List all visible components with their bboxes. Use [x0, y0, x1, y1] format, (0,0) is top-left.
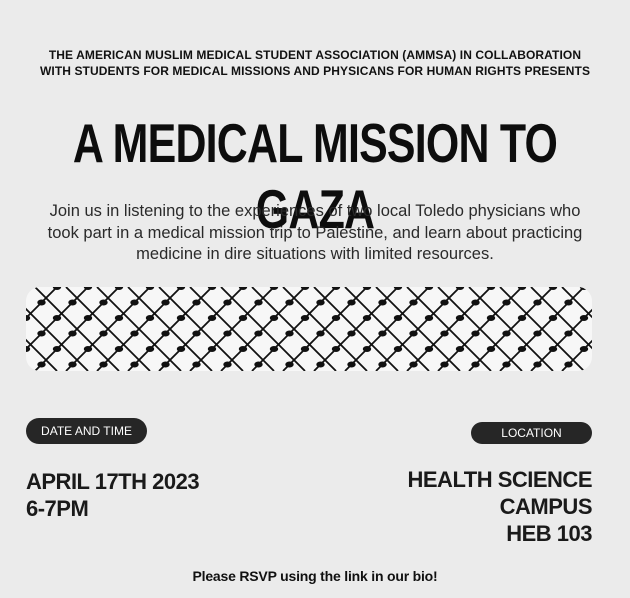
location-details — [408, 466, 593, 547]
date-time-badge: DATE AND TIME — [26, 418, 147, 444]
location-badge: LOCATION — [471, 422, 592, 444]
date-time-details — [26, 468, 199, 522]
event-time: 6-7PM — [26, 496, 89, 521]
description-line-3: medicine in dire situations with limited resources. — [136, 245, 494, 263]
intro-line-1: THE AMERICAN MUSLIM MEDICAL STUDENT ASSOCIATION (AMMSA) IN COLLABORATION — [48, 48, 582, 62]
location-line-2: CAMPUS — [499, 494, 592, 519]
presenters-intro — [20, 47, 610, 79]
rsvp-note: Please RSVP using the link in our bio! — [192, 568, 438, 584]
keffiyeh-net-pattern-icon — [26, 287, 592, 371]
event-title: A MEDICAL MISSION TO GAZA — [72, 112, 558, 240]
event-description — [30, 201, 600, 266]
description-line-1: Join us in listening to the experiences of two local Toledo physicians who — [49, 202, 581, 220]
location-line-3: HEB 103 — [506, 521, 592, 546]
event-date: APRIL 17TH 2023 — [26, 469, 200, 494]
keffiyeh-pattern-banner — [26, 287, 592, 371]
location-line-1: HEALTH SCIENCE — [407, 467, 592, 492]
intro-line-2: WITH STUDENTS FOR MEDICAL MISSIONS AND PHYSICANS FOR HUMAN RIGHTS PRESENTS — [39, 64, 591, 78]
description-line-2: took part in a medical mission trip to Palestine, and learn about practicing — [47, 223, 583, 242]
